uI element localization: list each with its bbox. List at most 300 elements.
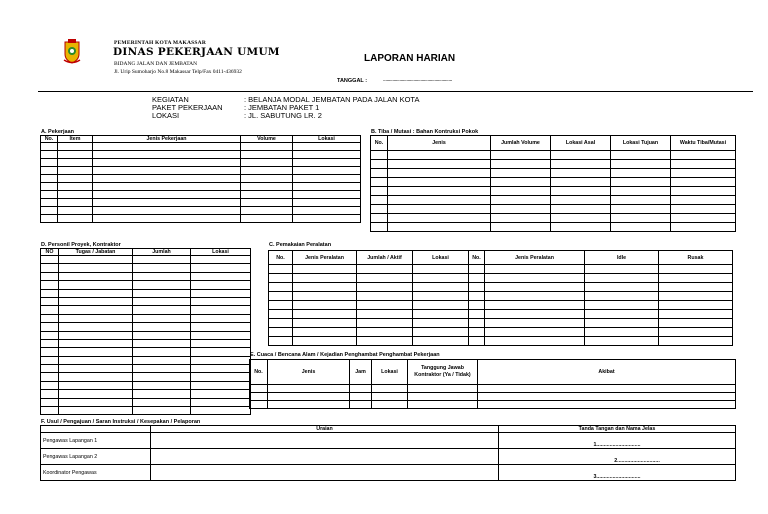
personnel-table-cell[interactable] <box>41 314 59 322</box>
material-table-cell[interactable] <box>671 214 736 223</box>
equipment-table-cell[interactable] <box>413 328 469 337</box>
equipment-table-cell[interactable] <box>269 328 293 337</box>
equipment-table-cell[interactable] <box>293 328 357 337</box>
personnel-table-cell[interactable] <box>41 407 59 415</box>
personnel-table-cell[interactable] <box>41 297 59 305</box>
personnel-table-row <box>41 281 251 289</box>
work-table-cell[interactable] <box>293 151 361 159</box>
material-table-cell[interactable] <box>491 196 551 205</box>
material-table-header-2: Jumlah Volume <box>491 136 551 151</box>
material-table-cell[interactable] <box>551 187 611 196</box>
material-table-cell[interactable] <box>611 214 671 223</box>
equipment-table-cell[interactable] <box>469 337 485 346</box>
equipment-table-cell[interactable] <box>485 310 585 319</box>
work-table-cell[interactable] <box>41 151 58 159</box>
equipment-table-cell[interactable] <box>469 283 485 292</box>
equipment-table-cell[interactable] <box>413 292 469 301</box>
material-table-cell[interactable] <box>551 223 611 232</box>
personnel-table-cell[interactable] <box>59 407 133 415</box>
personnel-table-cell[interactable] <box>133 256 191 264</box>
pengawas-1-uraian[interactable] <box>151 433 499 449</box>
work-table-cell[interactable] <box>41 207 58 215</box>
equipment-table-cell[interactable] <box>357 274 413 283</box>
work-table-cell[interactable] <box>93 183 241 191</box>
work-table-cell[interactable] <box>93 207 241 215</box>
material-table-cell[interactable] <box>671 178 736 187</box>
equipment-table-cell[interactable] <box>413 283 469 292</box>
material-table-cell[interactable] <box>611 205 671 214</box>
material-table-cell[interactable] <box>388 196 491 205</box>
weather-table-cell[interactable] <box>268 401 350 409</box>
personnel-table-cell[interactable] <box>133 365 191 373</box>
equipment-table-cell[interactable] <box>357 328 413 337</box>
equipment-table-cell[interactable] <box>485 274 585 283</box>
material-table-cell[interactable] <box>388 214 491 223</box>
work-table-cell[interactable] <box>293 199 361 207</box>
work-table-cell[interactable] <box>58 215 93 223</box>
work-table-cell[interactable] <box>41 167 58 175</box>
material-table-cell[interactable] <box>551 169 611 178</box>
personnel-table-cell[interactable] <box>59 390 133 398</box>
koordinator-uraian[interactable] <box>151 465 499 481</box>
date-field[interactable]: ........................................................... <box>383 77 452 83</box>
material-table-cell[interactable] <box>491 178 551 187</box>
work-table-cell[interactable] <box>293 159 361 167</box>
personnel-table-cell[interactable] <box>133 314 191 322</box>
work-table-cell[interactable] <box>241 167 293 175</box>
work-table-cell[interactable] <box>241 175 293 183</box>
equipment-table-cell[interactable] <box>485 337 585 346</box>
weather-table-cell[interactable] <box>408 401 478 409</box>
work-table-cell[interactable] <box>58 183 93 191</box>
equipment-table-cell[interactable] <box>269 310 293 319</box>
equipment-table-row <box>269 319 733 328</box>
equipment-table-cell[interactable] <box>413 274 469 283</box>
equipment-table-cell[interactable] <box>585 292 659 301</box>
equipment-table-cell[interactable] <box>269 265 293 274</box>
work-table-cell[interactable] <box>241 183 293 191</box>
equipment-table-cell[interactable] <box>357 310 413 319</box>
material-table-cell[interactable] <box>491 205 551 214</box>
weather-table-cell[interactable] <box>478 393 736 401</box>
personnel-table-cell[interactable] <box>191 297 251 305</box>
personnel-table-cell[interactable] <box>41 365 59 373</box>
personnel-table-cell[interactable] <box>133 264 191 272</box>
personnel-table-header-1: Tugas / Jabatan <box>59 249 133 256</box>
work-table-cell[interactable] <box>41 143 58 151</box>
equipment-table-cell[interactable] <box>357 283 413 292</box>
work-table-cell[interactable] <box>93 215 241 223</box>
equipment-table-cell[interactable] <box>413 265 469 274</box>
personnel-table-cell[interactable] <box>191 390 251 398</box>
personnel-table-cell[interactable] <box>191 256 251 264</box>
equipment-table-cell[interactable] <box>269 274 293 283</box>
work-table-cell[interactable] <box>293 143 361 151</box>
weather-table-header-5: Akibat <box>478 360 736 385</box>
personnel-table-cell[interactable] <box>41 373 59 381</box>
work-table-cell[interactable] <box>93 199 241 207</box>
project-info <box>152 96 552 126</box>
personnel-table-cell[interactable] <box>59 314 133 322</box>
material-table-cell[interactable] <box>491 223 551 232</box>
personnel-table-cell[interactable] <box>191 289 251 297</box>
material-table-header-4: Lokasi Tujuan <box>611 136 671 151</box>
material-table-cell[interactable] <box>388 187 491 196</box>
equipment-table-cell[interactable] <box>585 310 659 319</box>
work-table-cell[interactable] <box>293 207 361 215</box>
work-table <box>40 135 361 223</box>
equipment-table-cell[interactable] <box>357 301 413 310</box>
personnel-table-header-2: Jumlah <box>133 249 191 256</box>
equipment-table-cell[interactable] <box>269 319 293 328</box>
work-table-cell[interactable] <box>58 159 93 167</box>
equipment-table-cell[interactable] <box>469 310 485 319</box>
equipment-table-cell[interactable] <box>469 274 485 283</box>
work-table-cell[interactable] <box>241 215 293 223</box>
personnel-table-cell[interactable] <box>133 331 191 339</box>
material-table-cell[interactable] <box>551 178 611 187</box>
personnel-table-cell[interactable] <box>133 373 191 381</box>
work-table-cell[interactable] <box>58 199 93 207</box>
equipment-table-cell[interactable] <box>585 337 659 346</box>
work-table-cell[interactable] <box>241 143 293 151</box>
weather-table-cell[interactable] <box>478 401 736 409</box>
personnel-table-cell[interactable] <box>133 272 191 280</box>
work-table-cell[interactable] <box>241 191 293 199</box>
equipment-table-cell[interactable] <box>659 274 733 283</box>
work-table-cell[interactable] <box>93 143 241 151</box>
material-table-cell[interactable] <box>371 160 388 169</box>
equipment-table-cell[interactable] <box>269 337 293 346</box>
equipment-table-cell[interactable] <box>357 319 413 328</box>
work-table-cell[interactable] <box>41 199 58 207</box>
material-table-cell[interactable] <box>371 214 388 223</box>
material-table-cell[interactable] <box>611 223 671 232</box>
equipment-table-cell[interactable] <box>659 301 733 310</box>
equipment-table-cell[interactable] <box>269 301 293 310</box>
personnel-table-cell[interactable] <box>191 306 251 314</box>
weather-table-cell[interactable] <box>372 385 408 393</box>
work-table-cell[interactable] <box>58 167 93 175</box>
personnel-table-cell[interactable] <box>133 381 191 389</box>
pengawas-2-signature[interactable]: 2............................. <box>499 449 736 465</box>
material-table-cell[interactable] <box>491 169 551 178</box>
material-table-cell[interactable] <box>388 178 491 187</box>
pengawas-1-signature[interactable]: 1.............................. <box>499 433 736 449</box>
personnel-table-cell[interactable] <box>41 264 59 272</box>
equipment-table-cell[interactable] <box>659 319 733 328</box>
material-table-cell[interactable] <box>551 160 611 169</box>
work-table-cell[interactable] <box>41 215 58 223</box>
material-table-cell[interactable] <box>671 196 736 205</box>
personnel-table-cell[interactable] <box>191 264 251 272</box>
work-table-cell[interactable] <box>41 183 58 191</box>
material-table-cell[interactable] <box>671 205 736 214</box>
equipment-table-cell[interactable] <box>659 310 733 319</box>
work-table-cell[interactable] <box>293 215 361 223</box>
material-table-cell[interactable] <box>611 160 671 169</box>
work-table-cell[interactable] <box>58 151 93 159</box>
personnel-table-cell[interactable] <box>133 348 191 356</box>
weather-table-cell[interactable] <box>268 393 350 401</box>
personnel-table-cell[interactable] <box>133 323 191 331</box>
material-table-cell[interactable] <box>371 169 388 178</box>
personnel-table-cell[interactable] <box>59 256 133 264</box>
material-table-header-0: No. <box>371 136 388 151</box>
equipment-table-cell[interactable] <box>293 319 357 328</box>
personnel-table-cell[interactable] <box>191 398 251 406</box>
personnel-table-cell[interactable] <box>59 297 133 305</box>
equipment-table-cell[interactable] <box>413 319 469 328</box>
equipment-table-cell[interactable] <box>293 265 357 274</box>
section-f-title: F. Usul / Pengajuan / Saran Instruksi / Kesepakan / Pelaporan <box>41 419 201 425</box>
personnel-table-cell[interactable] <box>41 256 59 264</box>
work-table-cell[interactable] <box>58 175 93 183</box>
personnel-table-cell[interactable] <box>191 314 251 322</box>
equipment-table-cell[interactable] <box>269 292 293 301</box>
personnel-table-cell[interactable] <box>59 306 133 314</box>
material-table-cell[interactable] <box>671 151 736 160</box>
personnel-table-cell[interactable] <box>191 323 251 331</box>
equipment-table-cell[interactable] <box>659 292 733 301</box>
equipment-table-cell[interactable] <box>293 292 357 301</box>
personnel-table-row <box>41 297 251 305</box>
weather-table-cell[interactable] <box>408 385 478 393</box>
personnel-table-cell[interactable] <box>59 264 133 272</box>
equipment-table-cell[interactable] <box>413 337 469 346</box>
work-table-cell[interactable] <box>41 159 58 167</box>
personnel-table-cell[interactable] <box>41 306 59 314</box>
material-table-cell[interactable] <box>388 205 491 214</box>
work-table-cell[interactable] <box>58 143 93 151</box>
work-table-cell[interactable] <box>241 151 293 159</box>
material-table-cell[interactable] <box>371 151 388 160</box>
personnel-table-cell[interactable] <box>41 356 59 364</box>
weather-table-cell[interactable] <box>350 385 372 393</box>
personnel-table-cell[interactable] <box>191 339 251 347</box>
equipment-table-cell[interactable] <box>485 283 585 292</box>
work-table-cell[interactable] <box>93 191 241 199</box>
material-table-cell[interactable] <box>388 169 491 178</box>
equipment-table-cell[interactable] <box>357 265 413 274</box>
equipment-table-cell[interactable] <box>485 292 585 301</box>
equipment-table-cell[interactable] <box>659 283 733 292</box>
weather-table-cell[interactable] <box>250 385 268 393</box>
personnel-table-cell[interactable] <box>191 356 251 364</box>
personnel-table-cell[interactable] <box>133 407 191 415</box>
material-table-cell[interactable] <box>491 187 551 196</box>
personnel-table-cell[interactable] <box>59 365 133 373</box>
material-table-cell[interactable] <box>551 196 611 205</box>
personnel-table-row <box>41 381 251 389</box>
personnel-table-cell[interactable] <box>133 390 191 398</box>
personnel-table-cell[interactable] <box>41 331 59 339</box>
work-table-cell[interactable] <box>58 207 93 215</box>
personnel-table-cell[interactable] <box>59 373 133 381</box>
weather-table-cell[interactable] <box>372 401 408 409</box>
equipment-table-cell[interactable] <box>485 265 585 274</box>
equipment-table-cell[interactable] <box>585 283 659 292</box>
personnel-table-cell[interactable] <box>59 356 133 364</box>
equipment-table-cell[interactable] <box>469 265 485 274</box>
material-table-cell[interactable] <box>671 169 736 178</box>
equipment-table-row <box>269 310 733 319</box>
weather-table-cell[interactable] <box>372 393 408 401</box>
weather-table-cell[interactable] <box>350 393 372 401</box>
personnel-table-cell[interactable] <box>41 381 59 389</box>
equipment-table-cell[interactable] <box>585 265 659 274</box>
equipment-table-cell[interactable] <box>357 337 413 346</box>
personnel-table-cell[interactable] <box>133 289 191 297</box>
material-table-cell[interactable] <box>551 214 611 223</box>
material-table-cell[interactable] <box>671 223 736 232</box>
personnel-table-cell[interactable] <box>191 373 251 381</box>
equipment-table-cell[interactable] <box>293 337 357 346</box>
work-table-cell[interactable] <box>41 175 58 183</box>
material-table-header-5: Waktu Tiba/Mutasi <box>671 136 736 151</box>
personnel-table-cell[interactable] <box>41 272 59 280</box>
personnel-table-cell[interactable] <box>41 339 59 347</box>
equipment-table-row <box>269 283 733 292</box>
material-table-cell[interactable] <box>611 187 671 196</box>
material-table-row <box>371 169 736 178</box>
personnel-table-cell[interactable] <box>59 281 133 289</box>
equipment-table-cell[interactable] <box>269 283 293 292</box>
equipment-table-cell[interactable] <box>293 283 357 292</box>
equipment-table-cell[interactable] <box>659 265 733 274</box>
material-table-cell[interactable] <box>371 187 388 196</box>
work-table-cell[interactable] <box>293 183 361 191</box>
weather-table-cell[interactable] <box>250 401 268 409</box>
equipment-table-cell[interactable] <box>659 328 733 337</box>
personnel-table-cell[interactable] <box>59 398 133 406</box>
work-table-cell[interactable] <box>93 167 241 175</box>
material-table-cell[interactable] <box>671 187 736 196</box>
equipment-table-cell[interactable] <box>485 319 585 328</box>
personnel-table-cell[interactable] <box>41 348 59 356</box>
material-table-cell[interactable] <box>491 151 551 160</box>
material-table-cell[interactable] <box>551 151 611 160</box>
personnel-table-cell[interactable] <box>133 398 191 406</box>
personnel-table-cell[interactable] <box>41 323 59 331</box>
personnel-table-cell[interactable] <box>191 331 251 339</box>
material-table-cell[interactable] <box>388 151 491 160</box>
personnel-table-cell[interactable] <box>41 289 59 297</box>
material-table-cell[interactable] <box>388 160 491 169</box>
equipment-table-cell[interactable] <box>293 310 357 319</box>
weather-table-cell[interactable] <box>408 393 478 401</box>
equipment-table-cell[interactable] <box>485 301 585 310</box>
material-table-cell[interactable] <box>551 205 611 214</box>
personnel-table-cell[interactable] <box>191 281 251 289</box>
equipment-table-cell[interactable] <box>413 310 469 319</box>
weather-table-cell[interactable] <box>350 401 372 409</box>
material-table-cell[interactable] <box>388 223 491 232</box>
material-table-cell[interactable] <box>491 214 551 223</box>
equipment-table-cell[interactable] <box>293 274 357 283</box>
section-e-title: E. Cuaca / Bencana Alam / Kejadian Penghambat Penghambat Pekerjaan <box>250 352 440 358</box>
weather-table-cell[interactable] <box>268 385 350 393</box>
work-table-cell[interactable] <box>241 159 293 167</box>
material-table-cell[interactable] <box>371 178 388 187</box>
material-table-cell[interactable] <box>611 178 671 187</box>
work-table-cell[interactable] <box>41 191 58 199</box>
equipment-table-cell[interactable] <box>293 301 357 310</box>
personnel-table-cell[interactable] <box>133 306 191 314</box>
personnel-table-cell[interactable] <box>191 365 251 373</box>
equipment-table-cell[interactable] <box>357 292 413 301</box>
personnel-table-cell[interactable] <box>133 281 191 289</box>
equipment-table-cell[interactable] <box>469 301 485 310</box>
personnel-table-row <box>41 306 251 314</box>
personnel-table-cell[interactable] <box>191 407 251 415</box>
equipment-table-cell[interactable] <box>469 292 485 301</box>
personnel-table-cell[interactable] <box>133 356 191 364</box>
personnel-table-cell[interactable] <box>133 339 191 347</box>
weather-table-cell[interactable] <box>250 393 268 401</box>
weather-table-cell[interactable] <box>478 385 736 393</box>
material-table-cell[interactable] <box>611 169 671 178</box>
work-table-cell[interactable] <box>241 199 293 207</box>
equipment-table-cell[interactable] <box>585 301 659 310</box>
material-table-cell[interactable] <box>611 196 671 205</box>
work-table-cell[interactable] <box>58 191 93 199</box>
pengawas-2-uraian[interactable] <box>151 449 499 465</box>
material-table-cell[interactable] <box>671 160 736 169</box>
personnel-table-cell[interactable] <box>191 348 251 356</box>
personnel-table-cell[interactable] <box>59 331 133 339</box>
equipment-table-cell[interactable] <box>585 274 659 283</box>
personnel-table-cell[interactable] <box>59 289 133 297</box>
work-table-cell[interactable] <box>293 167 361 175</box>
personnel-table-cell[interactable] <box>59 348 133 356</box>
personnel-table-cell[interactable] <box>59 272 133 280</box>
material-table-cell[interactable] <box>491 160 551 169</box>
material-table-cell[interactable] <box>371 223 388 232</box>
work-table-cell[interactable] <box>93 151 241 159</box>
personnel-table-cell[interactable] <box>59 381 133 389</box>
personnel-table-cell[interactable] <box>59 323 133 331</box>
work-table-cell[interactable] <box>293 175 361 183</box>
kegiatan-label: KEGIATAN <box>152 95 189 104</box>
work-table-cell[interactable] <box>93 175 241 183</box>
work-table-cell[interactable] <box>93 159 241 167</box>
weather-table-header-2: Jam <box>350 360 372 385</box>
personnel-table-cell[interactable] <box>191 272 251 280</box>
equipment-table-cell[interactable] <box>585 328 659 337</box>
equipment-table-cell[interactable] <box>585 319 659 328</box>
equipment-table-cell[interactable] <box>659 337 733 346</box>
personnel-table-cell[interactable] <box>133 297 191 305</box>
material-table-cell[interactable] <box>371 205 388 214</box>
personnel-table-cell[interactable] <box>59 339 133 347</box>
work-table-cell[interactable] <box>241 207 293 215</box>
personnel-table-cell[interactable] <box>41 398 59 406</box>
personnel-table-cell[interactable] <box>41 281 59 289</box>
work-table-cell[interactable] <box>293 191 361 199</box>
material-table-cell[interactable] <box>611 151 671 160</box>
equipment-table-cell[interactable] <box>413 301 469 310</box>
equipment-table-cell[interactable] <box>469 319 485 328</box>
koordinator-signature[interactable]: 3.............................. <box>499 465 736 481</box>
material-table-cell[interactable] <box>371 196 388 205</box>
personnel-table-cell[interactable] <box>191 381 251 389</box>
header-divider <box>38 91 753 92</box>
equipment-table-cell[interactable] <box>485 328 585 337</box>
personnel-table-row <box>41 256 251 264</box>
equipment-table-cell[interactable] <box>469 328 485 337</box>
personnel-table-cell[interactable] <box>41 390 59 398</box>
